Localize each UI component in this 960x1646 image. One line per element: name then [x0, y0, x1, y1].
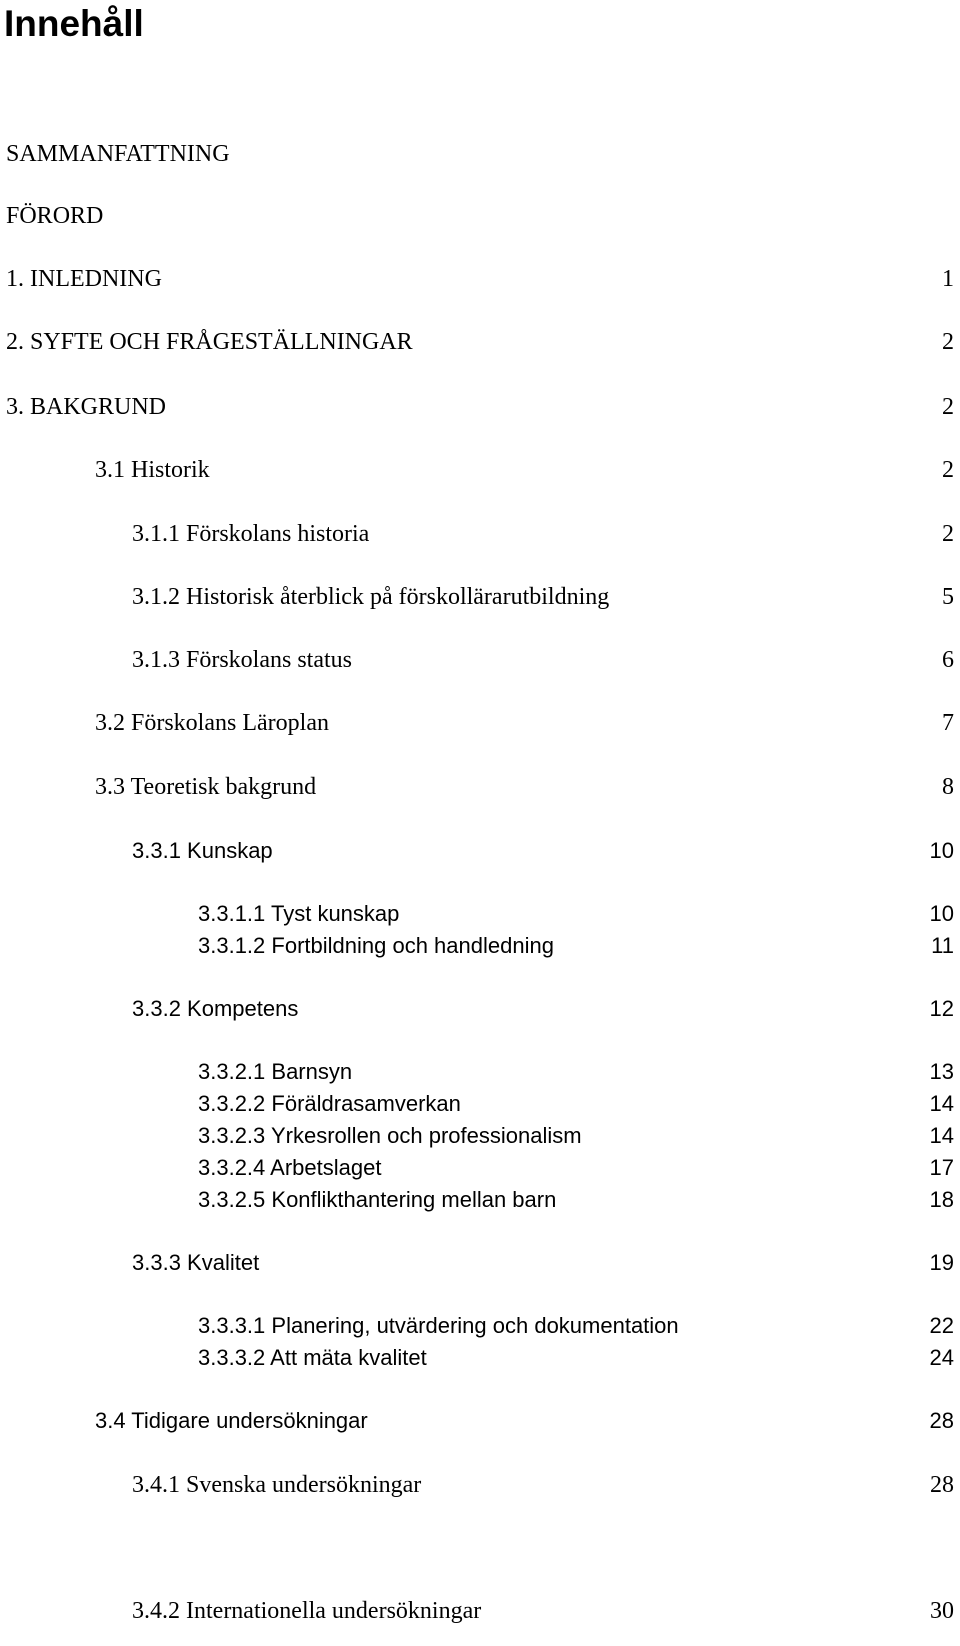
toc-entry-3-3-2-1[interactable]	[0, 1056, 960, 1088]
toc-entry-label: 3.1 Historik	[95, 457, 210, 483]
toc-entry-3-1[interactable]	[0, 454, 960, 486]
toc-entry-3-2[interactable]	[0, 707, 960, 739]
toc-entry-3-3-3-1[interactable]	[0, 1310, 960, 1342]
toc-entry-page: 30	[930, 1598, 954, 1624]
toc-entry-label: 2. SYFTE OCH FRÅGESTÄLLNINGAR	[6, 329, 413, 355]
toc-entry-label: 3.3.2.1 Barnsyn	[198, 1059, 353, 1084]
toc-entry-page: 14	[929, 1091, 954, 1116]
toc-entry-3-4-1[interactable]	[0, 1469, 960, 1501]
toc-entry-page: 19	[929, 1250, 954, 1275]
toc-entry-3-4[interactable]	[0, 1405, 960, 1437]
toc-entry-label: 3.3.3.2 Att mäta kvalitet	[198, 1345, 427, 1370]
toc-entry-label: 3.3.3 Kvalitet	[132, 1250, 260, 1275]
toc-entry-page: 2	[942, 521, 954, 547]
toc-entry-page: 22	[929, 1313, 954, 1338]
toc-entry-label: 3.3.3.1 Planering, utvärdering och dokumentation	[198, 1313, 679, 1338]
toc-entry-sammanfattning[interactable]	[0, 138, 960, 170]
toc-entry-3-3[interactable]	[0, 771, 960, 803]
toc-entry-3-3-2-5[interactable]	[0, 1184, 960, 1216]
toc-entry-label: 3.4.1 Svenska undersökningar	[132, 1472, 422, 1498]
toc-entry-label: 1. INLEDNING	[6, 266, 162, 292]
toc-entry-page: 2	[942, 329, 954, 355]
toc-entry-label: 3.4 Tidigare undersökningar	[95, 1408, 368, 1433]
toc-entry-label: 3.1.3 Förskolans status	[132, 647, 353, 673]
toc-entry-3-3-2-3[interactable]	[0, 1120, 960, 1152]
toc-entry-page: 2	[942, 394, 954, 420]
toc-entry-page: 5	[942, 584, 954, 610]
toc-entry-page: 28	[929, 1408, 954, 1433]
toc-entry-label: 3.3.1.1 Tyst kunskap	[198, 901, 400, 926]
toc-entry-3-3-1[interactable]	[0, 835, 960, 867]
toc-entry-page: 17	[929, 1155, 954, 1180]
toc-entry-3-3-2-2[interactable]	[0, 1088, 960, 1120]
toc-entry-3-3-2[interactable]	[0, 993, 960, 1025]
toc-entry-page: 11	[931, 933, 954, 958]
toc-entry-page: 24	[929, 1345, 954, 1370]
toc-entry-label: 3.2 Förskolans Läroplan	[95, 710, 329, 736]
toc-entry-page: 28	[930, 1472, 954, 1498]
toc-entry-label: 3.1.1 Förskolans historia	[132, 521, 370, 547]
toc-entry-page: 7	[942, 710, 954, 736]
toc-entry-page: 10	[929, 838, 954, 863]
toc-entry-3-3-1-1[interactable]	[0, 898, 960, 930]
toc-entry-label: 3.3.2.4 Arbetslaget	[198, 1155, 382, 1180]
toc-entry-3-3-1-2[interactable]	[0, 930, 960, 962]
toc-entry-label: 3. BAKGRUND	[6, 394, 167, 420]
toc-entry-3-1-1[interactable]	[0, 518, 960, 550]
toc-entry-label: 3.3.2.2 Föräldrasamverkan	[198, 1091, 461, 1116]
toc-entry-forord[interactable]	[0, 200, 960, 232]
toc-entry-page: 2	[942, 457, 954, 483]
toc-entry-3-1-3[interactable]	[0, 644, 960, 676]
toc-entry-inledning[interactable]	[0, 263, 960, 295]
toc-entry-page: 13	[929, 1059, 954, 1084]
toc-entry-3-3-3-2[interactable]	[0, 1342, 960, 1374]
toc-entry-label: SAMMANFATTNING	[6, 141, 230, 167]
toc-entry-page: 18	[929, 1187, 954, 1212]
toc-entry-label: 3.3.2 Kompetens	[132, 996, 299, 1021]
toc-entry-label: 3.3.2.5 Konflikthantering mellan barn	[198, 1187, 557, 1212]
toc-entry-label: 3.3.2.3 Yrkesrollen och professionalism	[198, 1123, 582, 1148]
toc-entry-page: 1	[942, 266, 954, 292]
toc-entry-label: 3.1.2 Historisk återblick på förskollärarutbildning	[132, 584, 610, 610]
toc-entry-3-3-3[interactable]	[0, 1247, 960, 1279]
toc-entry-page: 6	[942, 647, 954, 673]
toc-entry-3-4-2[interactable]	[0, 1595, 960, 1627]
toc-entry-syfte[interactable]	[0, 326, 960, 358]
toc-entry-label: 3.3.1.2 Fortbildning och handledning	[198, 933, 554, 958]
toc-entry-page: 10	[929, 901, 954, 926]
toc-entry-3-1-2[interactable]	[0, 581, 960, 613]
toc-entry-bakgrund[interactable]	[0, 391, 960, 423]
toc-entry-page: 14	[929, 1123, 954, 1148]
toc-entry-label: 3.3 Teoretisk bakgrund	[95, 774, 317, 800]
toc-entry-label: FÖRORD	[6, 203, 104, 229]
page-title: Innehåll	[4, 3, 144, 44]
toc-entry-page: 12	[929, 996, 954, 1021]
toc-entry-page: 8	[942, 774, 954, 800]
toc-entry-label: 3.3.1 Kunskap	[132, 838, 273, 863]
toc-entry-3-3-2-4[interactable]	[0, 1152, 960, 1184]
toc-entry-label: 3.4.2 Internationella undersökningar	[132, 1598, 482, 1624]
